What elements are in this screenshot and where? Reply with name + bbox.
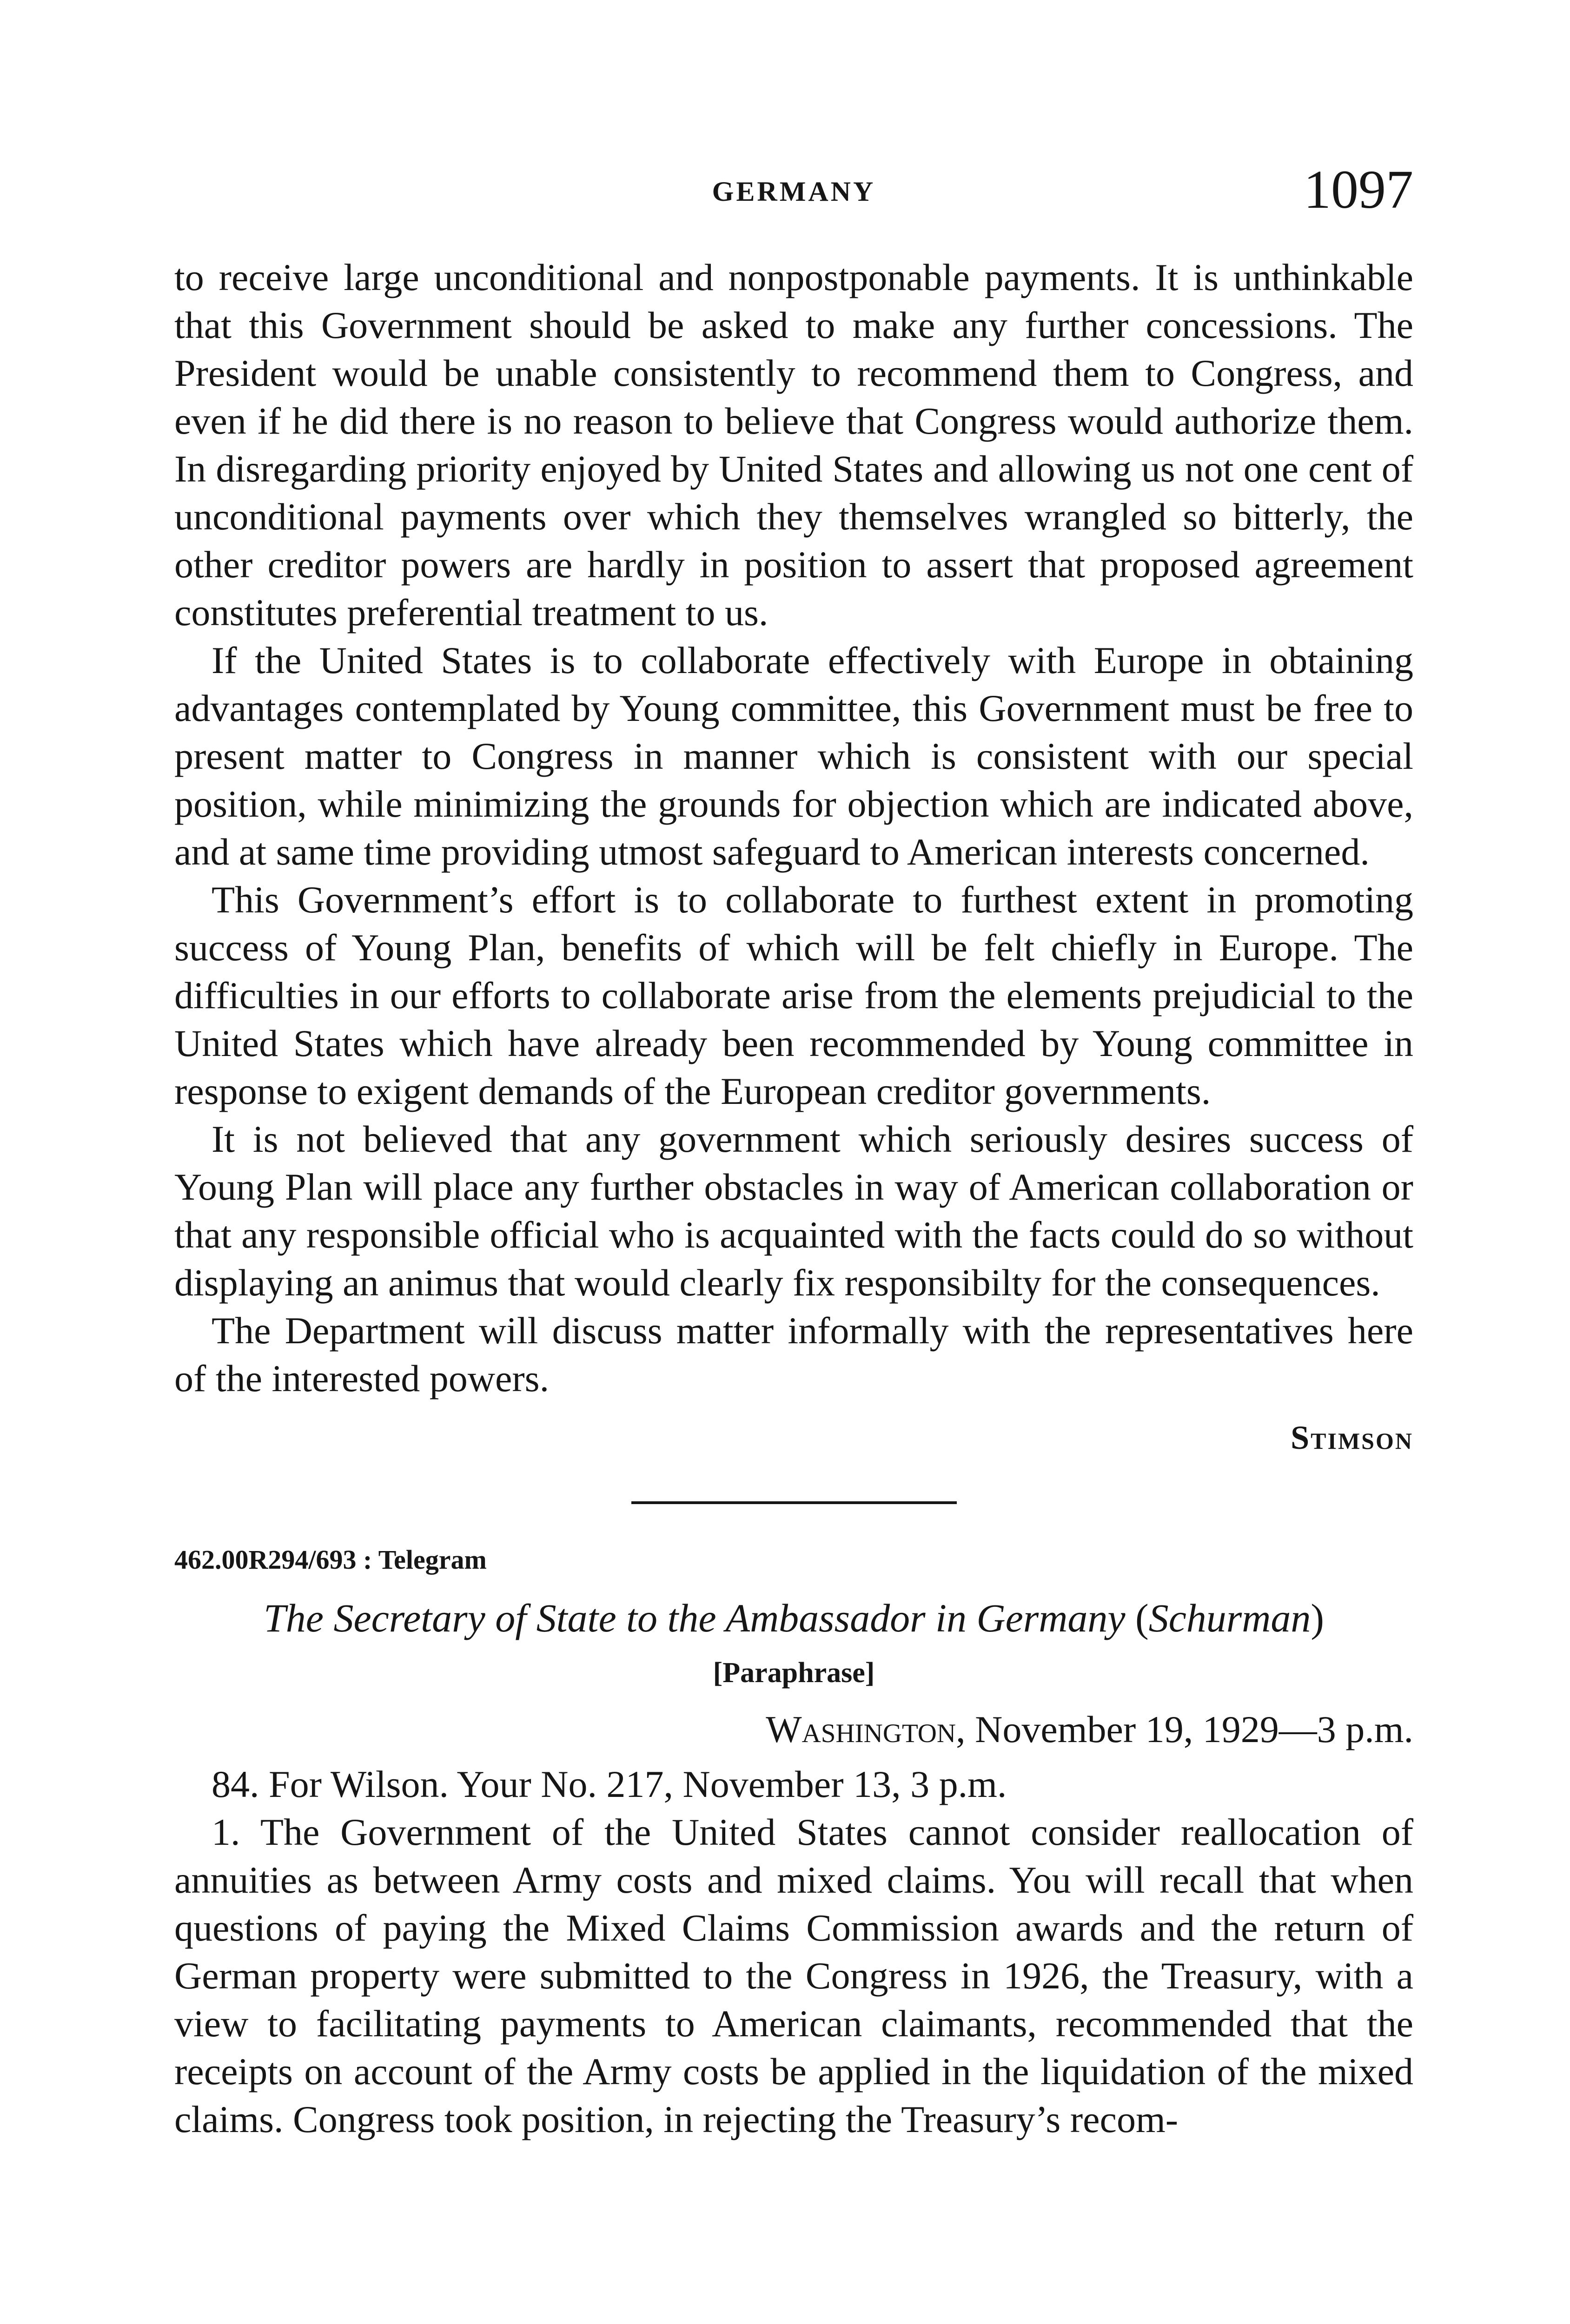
dateline-date: , November 19, 1929—3 p.m.	[956, 1708, 1413, 1750]
title-paren-close: )	[1311, 1596, 1325, 1640]
running-head: GERMANY	[712, 176, 876, 207]
page-number: 1097	[1304, 159, 1413, 220]
paragraph: 84. For Wilson. Your No. 217, November 13, 3 p.m.	[212, 1763, 1007, 1805]
paragraph: It is not believed that any government which seriously desires success of Young Plan will place any further obstacles in way of American collaboration or that any responsible official who is acquainted with the facts could do so without displaying an animus that would clearly fix responsibilty for the consequences.	[174, 1118, 1413, 1304]
paragraph: This Government’s effort is to collaborate to furthest extent in promoting success of Young Plan, benefits of which will be felt chiefly in Europe. The difficulties in our efforts to collaborate arise from the elements prejudicial to the United States which have already been recommended by Young committee in response to exigent demands of the European creditor governments.	[174, 878, 1413, 1112]
page-header	[174, 158, 1413, 220]
dateline	[174, 1705, 1413, 1753]
document-title	[174, 1592, 1413, 1644]
paragraph: The Department will discuss matter informally with the representatives here of the interested powers.	[174, 1309, 1413, 1400]
dateline-place: Washington	[766, 1708, 956, 1750]
title-paren-open: (	[1135, 1596, 1149, 1640]
file-reference: 462.00R294/693 : Telegram	[174, 1545, 487, 1575]
title-text: The Secretary of State to the Ambassador in Germany	[263, 1596, 1135, 1640]
paragraph-continued: to receive large unconditional and nonpostponable payments. It is unthinkable that this Government should be asked to make any further concessions. The President would be unable consistently to recommend them to Congress, and even if he did there is no reason to believe that Congress would authorize them. In disregarding priority enjoyed by United States and allowing us not one cent of unconditional payments over which they themselves wrangled so bitterly, the other creditor powers are hardly in position to assert that proposed agreement constitutes preferential treatment to us.	[174, 256, 1413, 634]
main-text	[174, 253, 1413, 2143]
paraphrase-label: [Paraphrase]	[713, 1657, 875, 1689]
paragraph: 1. The Government of the United States cannot consider reallocation of annuities as between Army costs and mixed claims. You will recall that when questions of paying the Mixed Claims Commission awards and the return of German property were submitted to the Congress in 1926, the Treasury, with a view to facilitating payments to American claimants, recommended that the receipts on account of the Army costs be applied in the liquidation of the mixed claims. Congress took position, in rejecting the Treasury’s recom-	[174, 1811, 1413, 2140]
section-divider	[631, 1501, 957, 1504]
paragraph: If the United States is to collaborate effectively with Europe in obtaining advantages contemplated by Young committee, this Government must be free to present matter to Congress in manner which is consistent with our special position, while minimizing the grounds for objection which are indicated above, and at same time providing utmost safeguard to American interests concerned.	[174, 639, 1413, 873]
signature: Stimson	[1291, 1419, 1413, 1456]
title-name: Schurman	[1148, 1596, 1311, 1640]
